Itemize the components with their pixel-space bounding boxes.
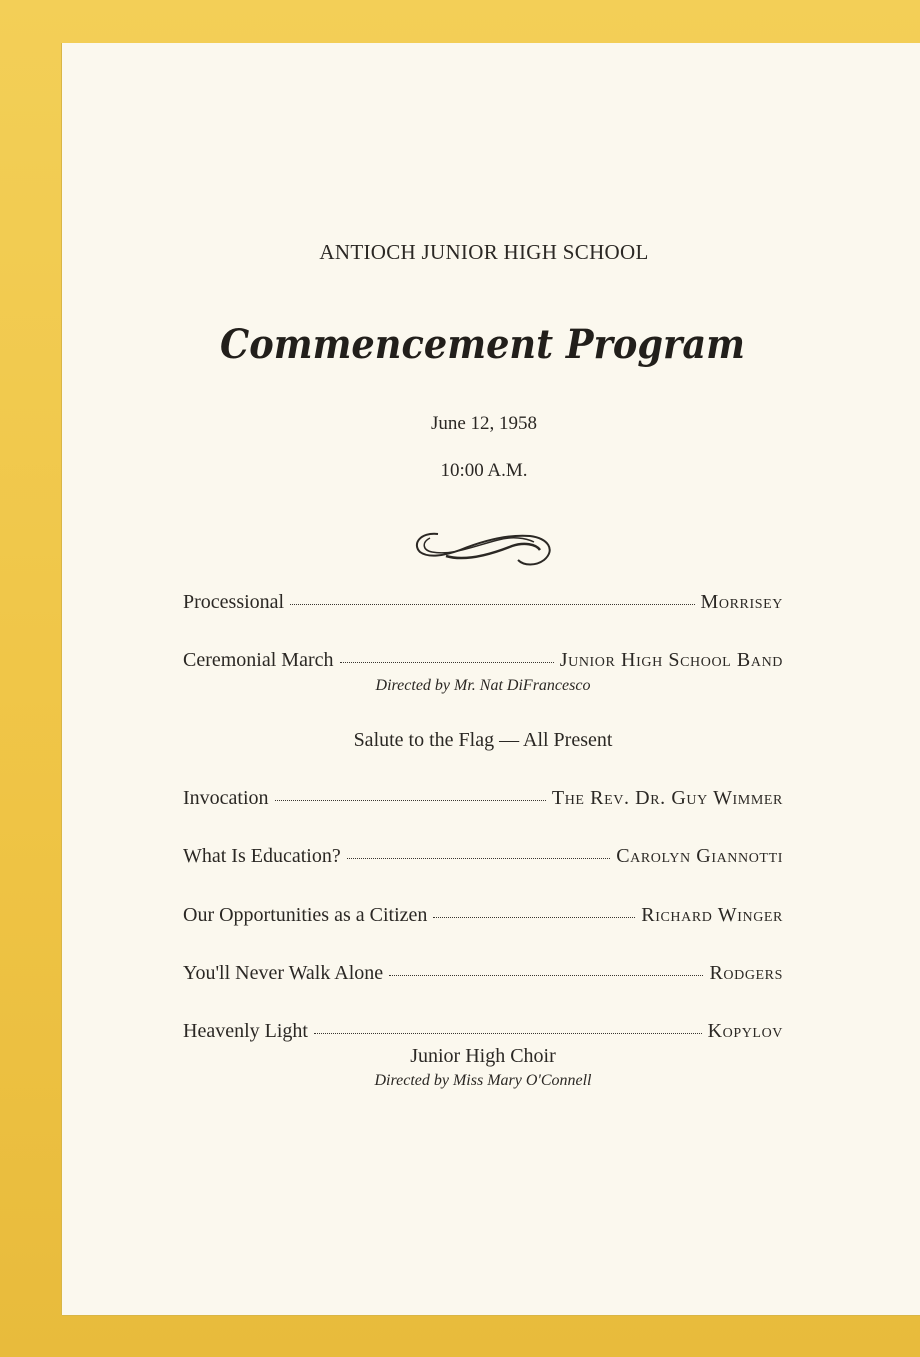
item-title: Ceremonial March xyxy=(183,649,334,671)
program-item-invocation xyxy=(183,787,783,810)
dot-leader xyxy=(347,857,610,859)
item-group: Junior High Choir xyxy=(410,1045,556,1067)
dot-leader xyxy=(290,603,694,605)
item-performer: Carolyn Giannotti xyxy=(616,845,783,867)
program-title-text: Commencement Program xyxy=(220,321,745,368)
item-performer: The Rev. Dr. Guy Wimmer xyxy=(551,787,783,809)
item-performer: Junior High School Band xyxy=(559,649,783,671)
program-item-education xyxy=(183,845,783,868)
program-item-opportunities xyxy=(183,904,783,927)
dot-leader xyxy=(433,916,635,918)
program-item-walk-alone xyxy=(183,962,783,985)
dot-leader xyxy=(340,661,554,663)
program-item-ceremonial-march xyxy=(183,649,783,672)
program-item-heavenly-light xyxy=(183,1020,783,1043)
program-time: 10:00 A.M. xyxy=(440,460,528,481)
program-date: June 12, 1958 xyxy=(430,413,538,434)
item-note: Directed by Mr. Nat DiFrancesco xyxy=(375,677,591,694)
program-title xyxy=(220,300,760,380)
item-title: Processional xyxy=(183,591,285,613)
dot-leader xyxy=(275,799,546,801)
school-name: ANTIOCH JUNIOR HIGH SCHOOL xyxy=(319,240,649,264)
item-note: Directed by Miss Mary O'Connell xyxy=(374,1072,592,1089)
item-performer: Morrisey xyxy=(700,591,783,613)
program-item-processional xyxy=(183,591,783,614)
dot-leader xyxy=(314,1032,702,1034)
item-title: You'll Never Walk Alone xyxy=(183,962,384,984)
item-title: What Is Education? xyxy=(183,845,341,867)
item-title: Our Opportunities as a Citizen xyxy=(183,904,428,926)
item-performer: Rodgers xyxy=(709,962,783,984)
item-title: Heavenly Light xyxy=(183,1020,308,1042)
item-performer: Kopylov xyxy=(707,1020,783,1042)
program-item-salute: Salute to the Flag — All Present xyxy=(353,729,613,751)
item-performer: Richard Winger xyxy=(641,904,783,926)
dot-leader xyxy=(389,974,703,976)
flourish-ornament-icon xyxy=(408,526,558,576)
item-title: Invocation xyxy=(183,787,269,809)
